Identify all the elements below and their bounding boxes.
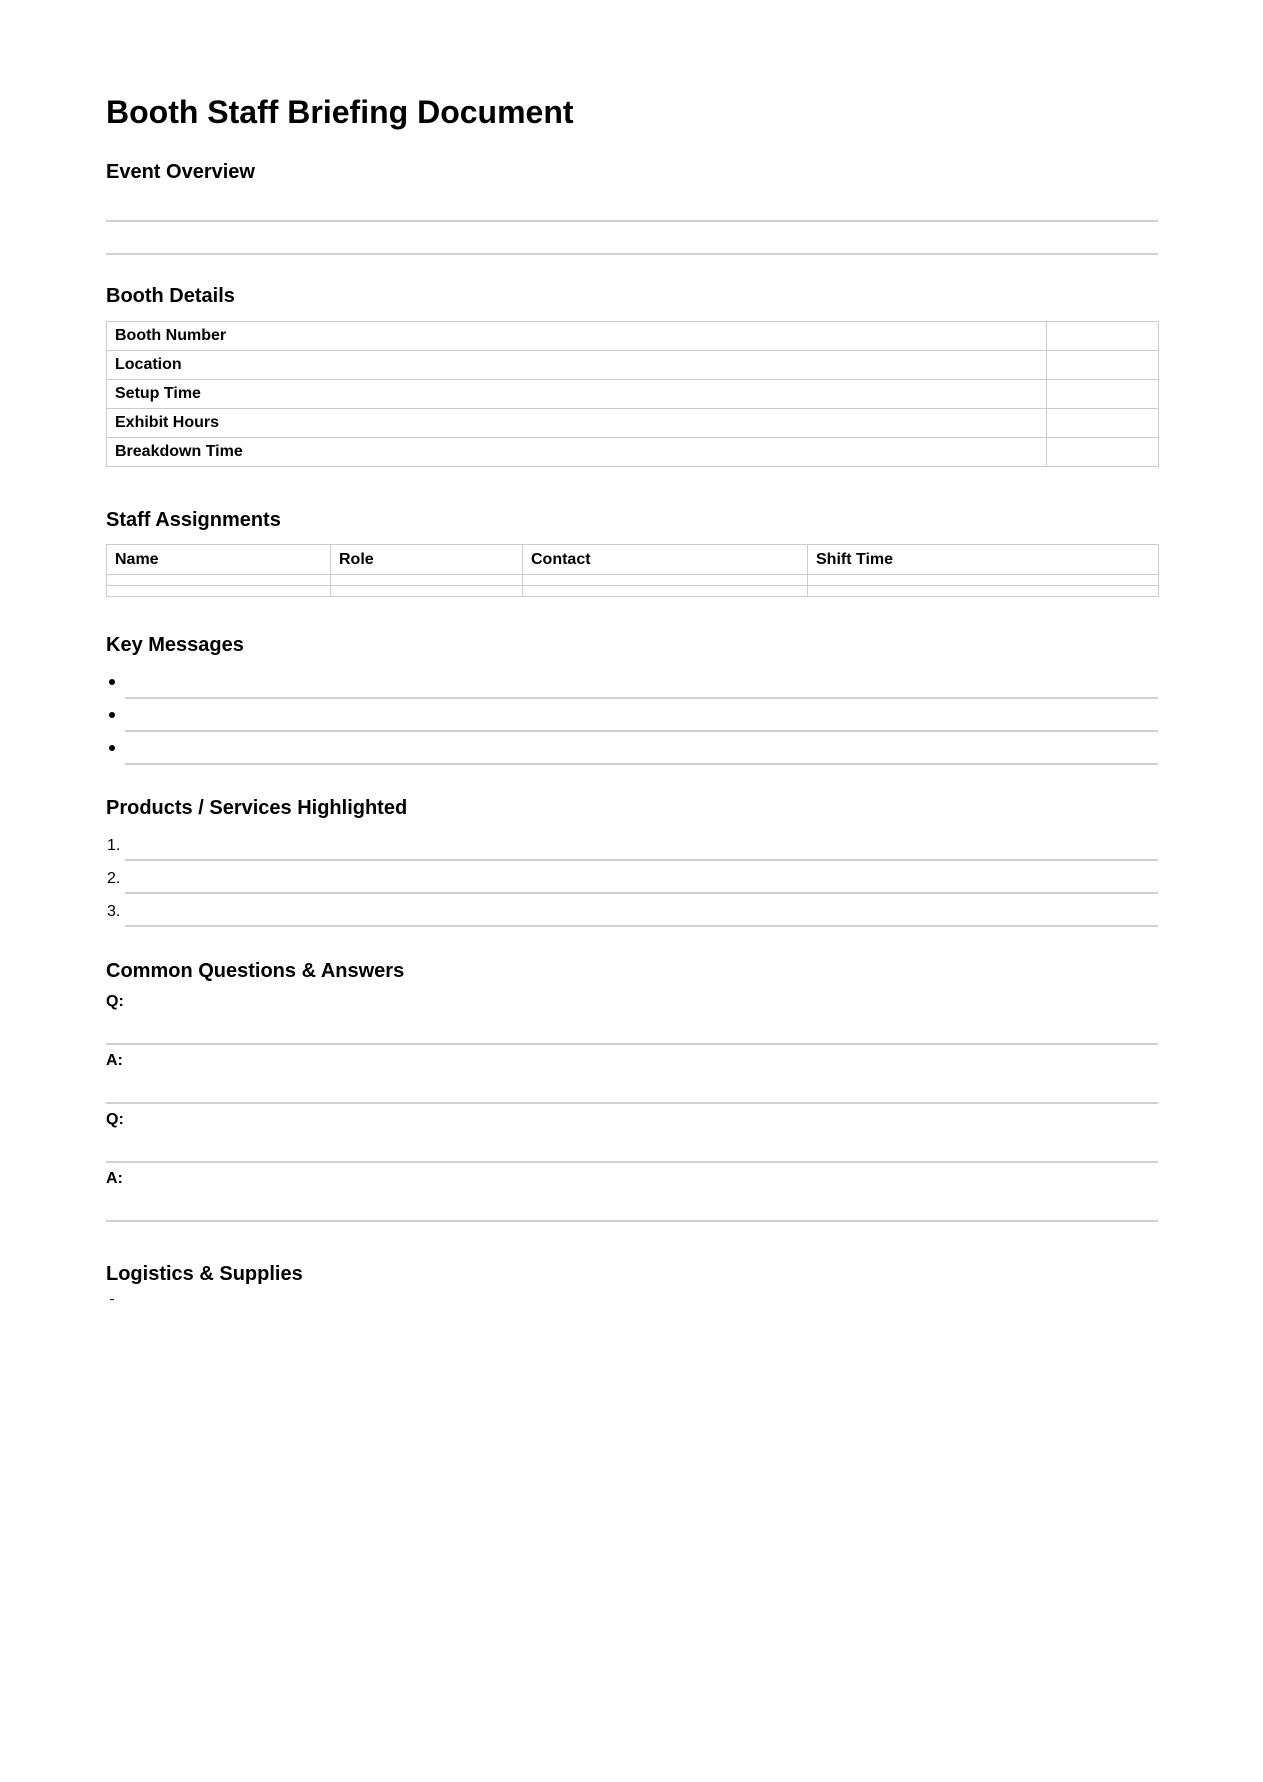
key-message-line-2[interactable] [125,730,1158,732]
bullet-icon [109,679,115,685]
event-overview-line-1[interactable] [106,220,1158,222]
staff-name-cell[interactable] [107,586,331,597]
table-row [107,575,1159,586]
table-row [107,586,1159,597]
staff-assignments-table [106,544,1159,597]
table-row [107,351,1159,380]
answer-line-1[interactable] [106,1102,1158,1104]
section-heading-event-overview: Event Overview [106,161,255,183]
staff-contact-cell[interactable] [523,575,808,586]
staff-role-cell[interactable] [331,575,523,586]
section-heading-common-qa: Common Questions & Answers [106,960,405,982]
section-heading-products-services: Products / Services Highlighted [106,797,408,819]
staff-contact-cell[interactable] [523,586,808,597]
column-header-name: Name [107,545,331,575]
column-header-role: Role [331,545,523,575]
column-header-shift-time: Shift Time [808,545,1159,575]
product-line-1[interactable] [125,859,1158,861]
booth-number-value[interactable] [1047,322,1159,351]
location-value[interactable] [1047,351,1159,380]
section-heading-staff-assignments: Staff Assignments [106,509,281,531]
booth-number-label: Booth Number [107,322,1047,351]
bullet-icon [109,712,115,718]
question-label: Q: [106,1111,124,1128]
staff-role-cell[interactable] [331,586,523,597]
page-title: Booth Staff Briefing Document [106,94,574,130]
table-header-row [107,545,1159,575]
booth-details-table [106,321,1159,467]
exhibit-hours-value[interactable] [1047,409,1159,438]
section-heading-logistics-supplies: Logistics & Supplies [106,1263,303,1285]
table-row [107,438,1159,467]
section-heading-booth-details: Booth Details [106,285,235,307]
setup-time-label: Setup Time [107,380,1047,409]
question-label: Q: [106,993,124,1010]
event-overview-line-2[interactable] [106,253,1158,255]
bullet-icon [109,745,115,751]
product-line-3[interactable] [125,925,1158,927]
key-message-line-1[interactable] [125,697,1158,699]
list-number: 3. [107,903,121,920]
breakdown-time-label: Breakdown Time [107,438,1047,467]
question-line-2[interactable] [106,1161,1158,1163]
table-row [107,380,1159,409]
staff-shift-cell[interactable] [808,586,1159,597]
list-number: 2. [107,870,121,887]
exhibit-hours-label: Exhibit Hours [107,409,1047,438]
column-header-contact: Contact [523,545,808,575]
question-line-1[interactable] [106,1043,1158,1045]
staff-name-cell[interactable] [107,575,331,586]
section-heading-key-messages: Key Messages [106,634,244,656]
staff-shift-cell[interactable] [808,575,1159,586]
answer-label: A: [106,1052,123,1069]
table-row [107,322,1159,351]
answer-label: A: [106,1170,123,1187]
product-line-2[interactable] [125,892,1158,894]
bullet-icon [110,1299,114,1300]
table-row [107,409,1159,438]
answer-line-2[interactable] [106,1220,1158,1222]
setup-time-value[interactable] [1047,380,1159,409]
list-number: 1. [107,837,121,854]
breakdown-time-value[interactable] [1047,438,1159,467]
location-label: Location [107,351,1047,380]
key-message-line-3[interactable] [125,763,1158,765]
